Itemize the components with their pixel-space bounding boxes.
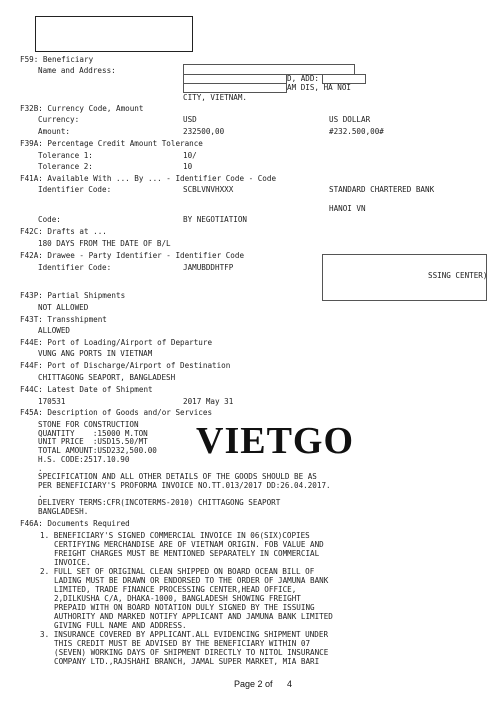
page-total: 4 xyxy=(287,679,293,689)
document-line: F32B: Currency Code, Amount xyxy=(20,104,144,113)
document-line: AM DIS, HA NOI xyxy=(287,83,352,92)
document-line: 2017 May 31 xyxy=(183,397,234,406)
document-line: Code: xyxy=(38,215,61,224)
document-line: F59: Beneficiary xyxy=(20,55,94,64)
document-line: SCBLVNVHXXX xyxy=(183,185,234,194)
document-line: AUTHORITY AND MARKED NOTIFY APPLICANT AND JAMUNA BANK LIMITED xyxy=(54,612,333,621)
document-line: F44E: Port of Loading/Airport of Departure xyxy=(20,338,213,347)
document-line: THIS CREDIT MUST BE ADVISED BY THE BENEFICIARY WITHIN 07 xyxy=(54,639,311,648)
document-line: TOTAL AMOUNT:USD232,500.00 xyxy=(38,446,157,455)
page-number xyxy=(234,679,292,689)
document-line: . xyxy=(38,464,43,473)
document-line: STANDARD CHARTERED BANK xyxy=(329,185,435,194)
document-line: Identifier Code: xyxy=(38,263,112,272)
redacted-beneficiary-address-3 xyxy=(183,83,287,93)
document-line: NOT ALLOWED xyxy=(38,303,89,312)
document-line: 180 DAYS FROM THE DATE OF B/L xyxy=(38,239,171,248)
document-line: 170531 xyxy=(38,397,66,406)
document-line: COMPANY LTD.,RAJSHAHI BRANCH, JAMAL SUPER MARKET, MIA BARI xyxy=(54,657,320,666)
document-line: LIMITED, TRADE FINANCE PROCESSING CENTER,HEAD OFFICE, xyxy=(54,585,297,594)
document-line: . xyxy=(38,490,43,499)
document-line: CERTIFYING MERCHANDISE ARE OF VIETNAM ORIGIN. FOB VALUE AND xyxy=(54,540,324,549)
document-line: D, ADD: xyxy=(287,74,320,83)
document-line: BANGLADESH. xyxy=(38,507,89,516)
document-line: ALLOWED xyxy=(38,326,71,335)
document-line: F39A: Percentage Credit Amount Tolerance xyxy=(20,139,203,148)
document-line: 10/ xyxy=(183,151,197,160)
document-line: H.S. CODE:2517.10.90 xyxy=(38,455,130,464)
document-line: DELIVERY TERMS:CFR(INCOTERMS-2010) CHITTAGONG SEAPORT xyxy=(38,498,281,507)
document-line: F41A: Available With ... By ... - Identifier Code - Code xyxy=(20,174,277,183)
document-line: STONE FOR CONSTRUCTION xyxy=(38,420,139,429)
document-line: 2. FULL SET OF ORIGINAL CLEAN SHIPPED ON BOARD OCEAN BILL OF xyxy=(40,567,315,576)
document-line: 10 xyxy=(183,162,193,171)
document-line: CHITTAGONG SEAPORT, BANGLADESH xyxy=(38,373,176,382)
page-label: Page 2 of xyxy=(234,679,273,689)
document-line: F43T: Transshipment xyxy=(20,315,107,324)
document-line: INVOICE. xyxy=(54,558,91,567)
redacted-header-box xyxy=(35,16,193,52)
document-line: F42C: Drafts at ... xyxy=(20,227,107,236)
vietgo-logo: VIETGO xyxy=(196,420,355,462)
document-line: (SEVEN) WORKING DAYS OF SHIPMENT DIRECTLY TO NITOL INSURANCE xyxy=(54,648,329,657)
document-line: Tolerance 1: xyxy=(38,151,93,160)
document-line: Name and Address: xyxy=(38,66,116,75)
document-line: UNIT PRICE :USD15.50/MT xyxy=(38,437,148,446)
document-line: CITY, VIETNAM. xyxy=(183,93,248,102)
document-line: F43P: Partial Shipments xyxy=(20,291,126,300)
document-line: F45A: Description of Goods and/or Services xyxy=(20,408,213,417)
document-line: Amount: xyxy=(38,127,71,136)
document-line: F44C: Latest Date of Shipment xyxy=(20,385,153,394)
document-line: US DOLLAR xyxy=(329,115,371,124)
document-line: F46A: Documents Required xyxy=(20,519,130,528)
document-line: QUANTITY :15000 M.TON xyxy=(38,429,148,438)
document-line: F44F: Port of Discharge/Airport of Destination xyxy=(20,361,231,370)
document-line: BY NEGOTIATION xyxy=(183,215,248,224)
document-line: SSING CENTER) xyxy=(428,271,488,280)
document-line: 3. INSURANCE COVERED BY APPLICANT.ALL EVIDENCING SHIPMENT UNDER xyxy=(40,630,329,639)
document-line: SPECIFICATION AND ALL OTHER DETAILS OF THE GOODS SHOULD BE AS xyxy=(38,472,317,481)
document-line: LADING MUST BE DRAWN OR ENDORSED TO THE ORDER OF JAMUNA BANK xyxy=(54,576,329,585)
document-line: 232500,00 xyxy=(183,127,225,136)
document-line: Tolerance 2: xyxy=(38,162,93,171)
document-line: HANOI VN xyxy=(329,204,366,213)
document-line: PER BENEFICIARY'S PROFORMA INVOICE NO.TT.013/2017 DD:26.04.2017. xyxy=(38,481,331,490)
document-line: FREIGHT CHARGES MUST BE MENTIONED SEPARATELY IN COMMERCIAL xyxy=(54,549,320,558)
document-line: USD xyxy=(183,115,197,124)
document-line: F42A: Drawee - Party Identifier - Identifier Code xyxy=(20,251,245,260)
document-line: #232.500,00# xyxy=(329,127,384,136)
document-line: Currency: xyxy=(38,115,80,124)
document-line: 2,DILKUSHA C/A, DHAKA-1000, BANGLADESH SHOWING FREIGHT xyxy=(54,594,301,603)
document-line: GIVING FULL NAME AND ADDRESS. xyxy=(54,621,187,630)
document-line: PREPAID WITH ON BOARD NOTATION DULY SIGNED BY THE ISSUING xyxy=(54,603,315,612)
document-line: JAMUBDDHTFP xyxy=(183,263,234,272)
document-line: VUNG ANG PORTS IN VIETNAM xyxy=(38,349,153,358)
document-line: Identifier Code: xyxy=(38,185,112,194)
document-line: 1. BENEFICIARY'S SIGNED COMMERCIAL INVOICE IN 06(SIX)COPIES xyxy=(40,531,310,540)
